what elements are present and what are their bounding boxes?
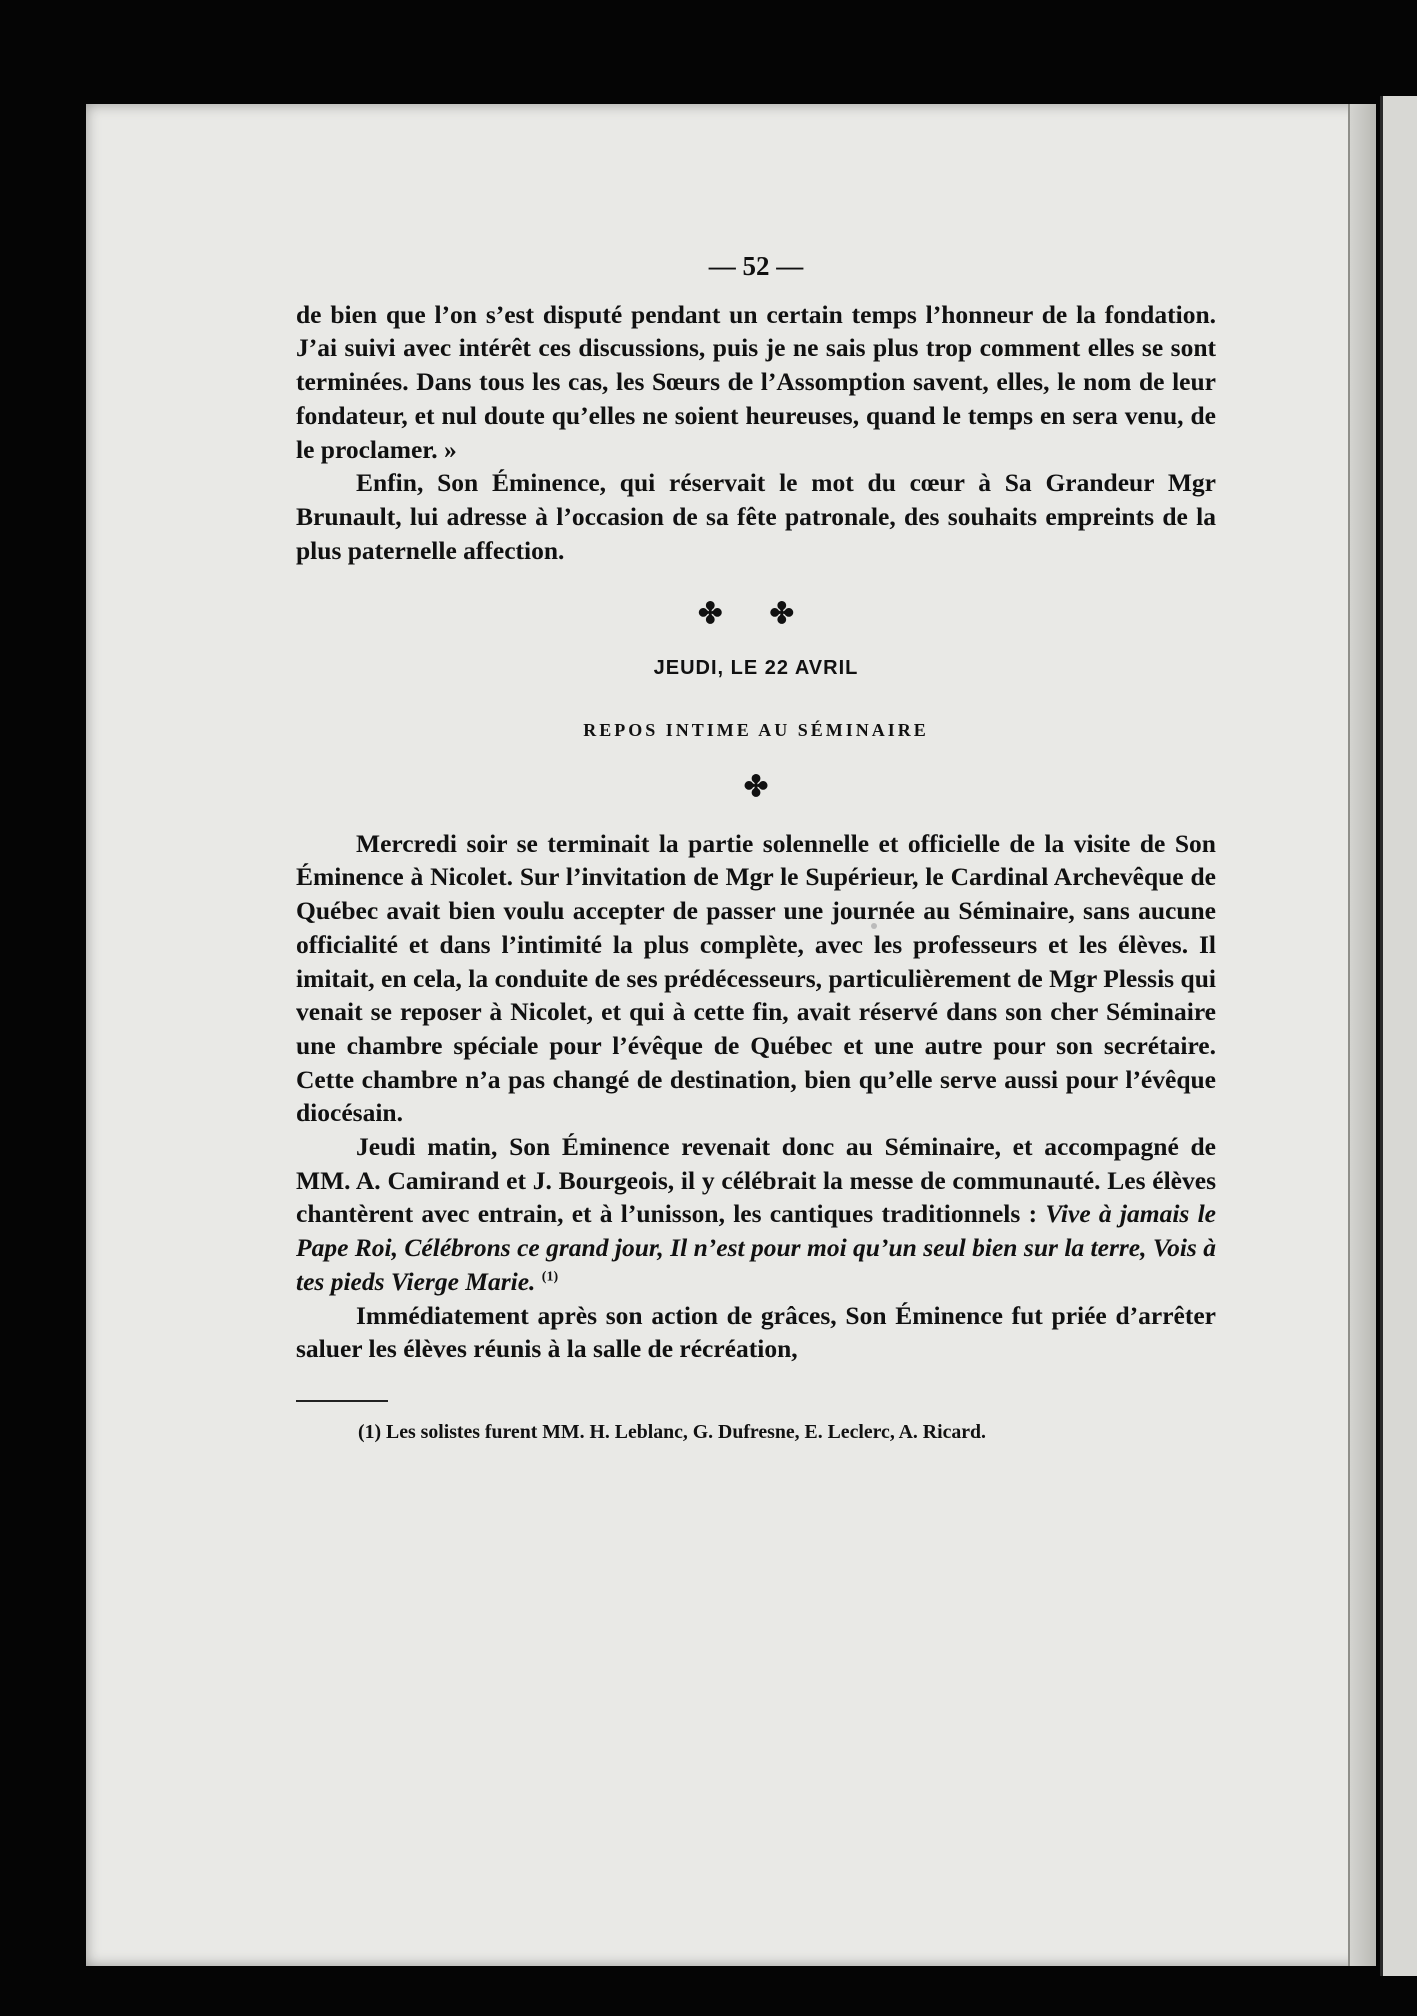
body-paragraph: Mercredi soir se terminait la partie solennelle et officielle de la visite de Son Éminence à Nicolet. Sur l’invitation de Mgr le Supérieur, le Cardinal Archevêque de Québec avait bien voulu accepter de passer une journée au Séminaire, sans aucune officialité et dans l’intimité la plus complète, avec les professeurs et les élèves. Il imitait, en cela, la conduite de ses prédécesseurs, particulièrement de Mgr Plessis qui venait se reposer à Nicolet, et qui à cette fin, avait réservé dans son cher Séminaire une chambre spéciale pour l’évêque de Québec et une autre pour son secrétaire. Cette chambre n’a pas changé de destination, bien qu’elle serve aussi pour l’évêque diocésain. — [296, 828, 1216, 1128]
page-content — [296, 250, 1216, 1445]
hymn-paragraph — [296, 1130, 1216, 1299]
footnote: (1) Les solistes furent MM. H. Leblanc, G. Dufresne, E. Leclerc, A. Ricard. — [358, 1420, 986, 1443]
footnote-rule — [296, 1400, 388, 1402]
hymn-intro-text: Jeudi matin, Son Éminence revenait donc au Séminaire, et accompagné de MM. A. Camirand et J. Bourgeois, il y célébrait la messe de communauté. Les élèves chantèrent avec entrain, et à l’unisson, les cantiques traditionnels : — [296, 1132, 1216, 1229]
hymn-titles: Vive à jamais le Pape Roi, Célébrons ce grand jour, Il n’est pour moi qu’un seul bien sur la terre, Vois à tes pieds Vierge Marie. — [296, 1199, 1216, 1296]
day-heading: JEUDI, LE 22 AVRIL — [653, 657, 859, 680]
section-heading: REPOS INTIME AU SÉMINAIRE — [583, 720, 929, 741]
body-paragraph: Enfin, Son Éminence, qui réservait le mot du cœur à Sa Grandeur Mgr Brunault, lui adresse à l’occasion de sa fête patronale, des souhaits empreints de la plus paternelle affection. — [296, 468, 1216, 565]
opposite-page-edge — [1380, 96, 1417, 1976]
body-paragraph: Immédiatement après son action de grâces, Son Éminence fut priée d’arrêter saluer les élèves réunis à la salle de récréation, — [296, 1300, 1216, 1364]
body-paragraph: de bien que l’on s’est disputé pendant un certain temps l’honneur de la fondation. J’ai suivi avec intérêt ces discussions, puis je ne sais plus trop comment elles se sont terminées. Dans tous les cas, les Sœurs de l’Assomption savent, elles, le nom de leur fondateur, et nul doute qu’elles ne soient heureuses, quand le temps en sera venu, de le proclamer. » — [296, 299, 1216, 464]
page-fore-edge — [1348, 104, 1376, 1966]
footnote-marker: (1) — [541, 1269, 559, 1285]
page-number: — 52 — — [708, 251, 804, 281]
double-ornament: ✤ ✤ — [698, 598, 814, 631]
section-body — [296, 827, 1216, 1366]
single-ornament: ✤ — [743, 770, 769, 803]
